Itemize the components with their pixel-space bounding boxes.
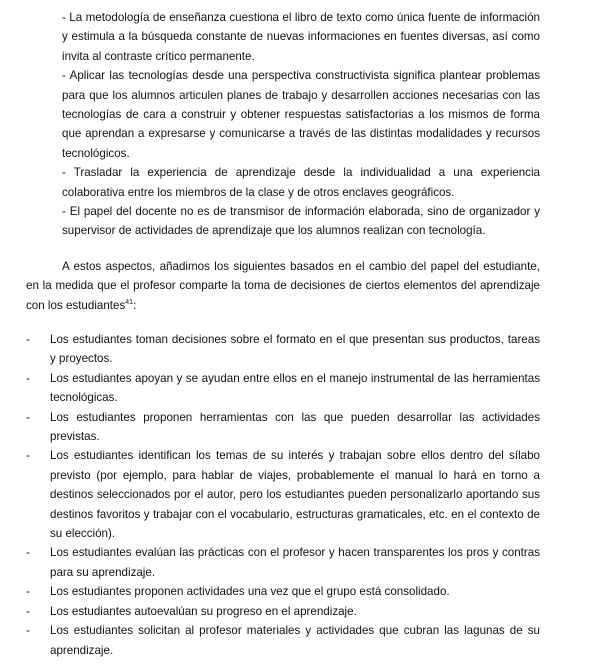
list-bullet: -	[26, 546, 30, 560]
list-item-text: Los estudiantes proponen herramientas con las que pueden desarrollar las actividades previstas.	[50, 410, 540, 444]
methodology-point: - Trasladar la experiencia de aprendizaje desde la individualidad a una experiencia colaborativa entre los miembros de la clase y de otros enclaves geográficos.	[62, 166, 540, 199]
list-item	[26, 602, 540, 621]
methodology-point: - La metodología de enseñanza cuestiona el libro de texto como única fuente de información y estimula a la búsqueda constante de nuevas informaciones en fuentes diversas, así como invita al contraste crítico permanente.	[62, 11, 540, 63]
list-bullet: -	[26, 371, 30, 385]
list-item	[26, 621, 540, 660]
list-item	[26, 330, 540, 369]
list-item-text: Los estudiantes proponen actividades una vez que el grupo está consolidado.	[50, 585, 450, 599]
list-bullet: -	[26, 333, 30, 346]
list-item	[26, 369, 540, 408]
list-bullet: -	[26, 585, 30, 599]
list-item	[26, 543, 540, 582]
methodology-points	[62, 8, 540, 241]
list-item	[26, 408, 540, 447]
methodology-point: - Aplicar las tecnologías desde una perspectiva constructivista significa plantear problemas para que los alumnos articulen planes de trabajo y desarrollen acciones necesarias con las tecnologías de cara a construir y obtener respuestas satisfactorias a los mismos de forma que aprendan a expresarse y comunicarse a través de las distintas modalidades y recursos tecnológicos.	[62, 69, 540, 160]
student-role-list	[26, 330, 540, 660]
list-item-text: Los estudiantes identifican los temas de su interés y trabajan sobre ellos dentro del sílabo previsto (por ejemplo, para hablar de viajes, probablemente el manual lo hará en torno a destinos seleccionados por el autor, pero los estudiantes pueden personalizarlo aportando sus destinos favoritos y trabajar con el vocabulario, estructuras gramaticales, etc. en el contexto de su elección).	[50, 449, 540, 541]
list-item-text: Los estudiantes solicitan al profesor materiales y actividades que cubran las lagunas de su aprendizaje.	[50, 624, 540, 657]
list-bullet: -	[26, 410, 30, 424]
list-bullet: -	[26, 449, 30, 463]
list-item	[26, 446, 540, 543]
list-item-text: Los estudiantes evalúan las prácticas con el profesor y hacen transparentes los pros y contras para su aprendizaje.	[50, 546, 540, 579]
footnote-marker[interactable]: 41	[125, 298, 134, 306]
list-item-text: Los estudiantes apoyan y se ayudan entre ellos en el manejo instrumental de las herramientas tecnológicas.	[50, 371, 540, 405]
list-bullet: -	[26, 624, 30, 638]
intro-paragraph	[26, 257, 540, 315]
intro-end: :	[133, 298, 137, 312]
list-item-text: Los estudiantes toman decisiones sobre el formato en el que presentan sus productos, tareas y proyectos.	[50, 333, 540, 366]
list-item-text: Los estudiantes autoevalúan su progreso en el aprendizaje.	[50, 604, 357, 618]
intro-text: A estos aspectos, añadimos los siguientes basados en el cambio del papel del estudiante, en la medida que el profesor comparte la toma de decisiones de ciertos elementos del aprendizaje con los estudiantes	[26, 260, 540, 312]
methodology-point: - El papel del docente no es de transmisor de información elaborada, sino de organizador y supervisor de actividades de aprendizaje que los alumnos realizan con tecnología.	[62, 205, 540, 238]
list-bullet: -	[26, 604, 30, 618]
list-item	[26, 582, 540, 601]
